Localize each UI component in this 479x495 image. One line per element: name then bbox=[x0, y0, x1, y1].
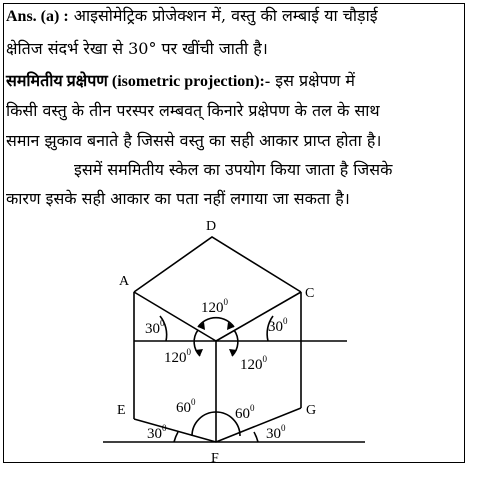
answer-line-2: क्षेतिज संदर्भ रेखा से 30° पर खींची जाती है। bbox=[6, 39, 268, 58]
angle-bottom-left-60: $60^0$ bbox=[176, 397, 196, 416]
top-edges bbox=[134, 237, 301, 292]
point-f-label: F bbox=[211, 451, 219, 466]
angle-left-120: $120^0$ bbox=[164, 347, 191, 366]
edge-c-center bbox=[216, 292, 301, 341]
definition-line-5: कारण इसके सही आकार का पता नहीं लगाया जा सकता है। bbox=[6, 189, 350, 208]
definition-term: सममितीय प्रक्षेपण (isometric projection):- bbox=[6, 73, 271, 90]
point-d-label: D bbox=[206, 219, 217, 234]
point-g-label: G bbox=[306, 403, 317, 418]
angle-right-30: $30^0$ bbox=[268, 316, 288, 335]
arc-bottom-left-30 bbox=[174, 432, 178, 442]
angle-right-120: $120^0$ bbox=[240, 354, 267, 373]
definition-text-1: इस प्रक्षेपण में bbox=[275, 71, 355, 90]
edge-g-f bbox=[216, 408, 301, 442]
definition-line-3: समान झुकाव बनाते है जिससे वस्तु का सही आकार प्राप्त होता है। bbox=[6, 131, 382, 150]
angle-bottom-right-30: $30^0$ bbox=[266, 423, 286, 442]
angle-bottom-right-60: $60^0$ bbox=[235, 403, 255, 422]
definition-line-2: किसी वस्तु के तीन परस्पर लम्बवत् किनारे प्रक्षेपण के तल के साथ bbox=[6, 101, 380, 120]
angle-bottom-left-30: $30^0$ bbox=[147, 423, 167, 442]
answer-label: Ans. (a) : bbox=[6, 8, 69, 25]
answer-text-1: आइसोमेट्रिक प्रोजेक्शन में, वस्तु की लम्बाई या चौड़ाई bbox=[73, 6, 378, 25]
angle-left-30: $30^0$ bbox=[145, 318, 165, 337]
point-e-label: E bbox=[117, 403, 126, 418]
definition-line-4: इसमें सममितीय स्केल का उपयोग किया जाता है जिसके bbox=[74, 160, 393, 179]
angle-top-120: $120^0$ bbox=[201, 297, 228, 316]
diagram-lines bbox=[103, 237, 365, 442]
point-c-label: C bbox=[305, 286, 315, 301]
point-a-label: A bbox=[119, 274, 130, 289]
arc-bottom-right-30 bbox=[254, 432, 258, 442]
